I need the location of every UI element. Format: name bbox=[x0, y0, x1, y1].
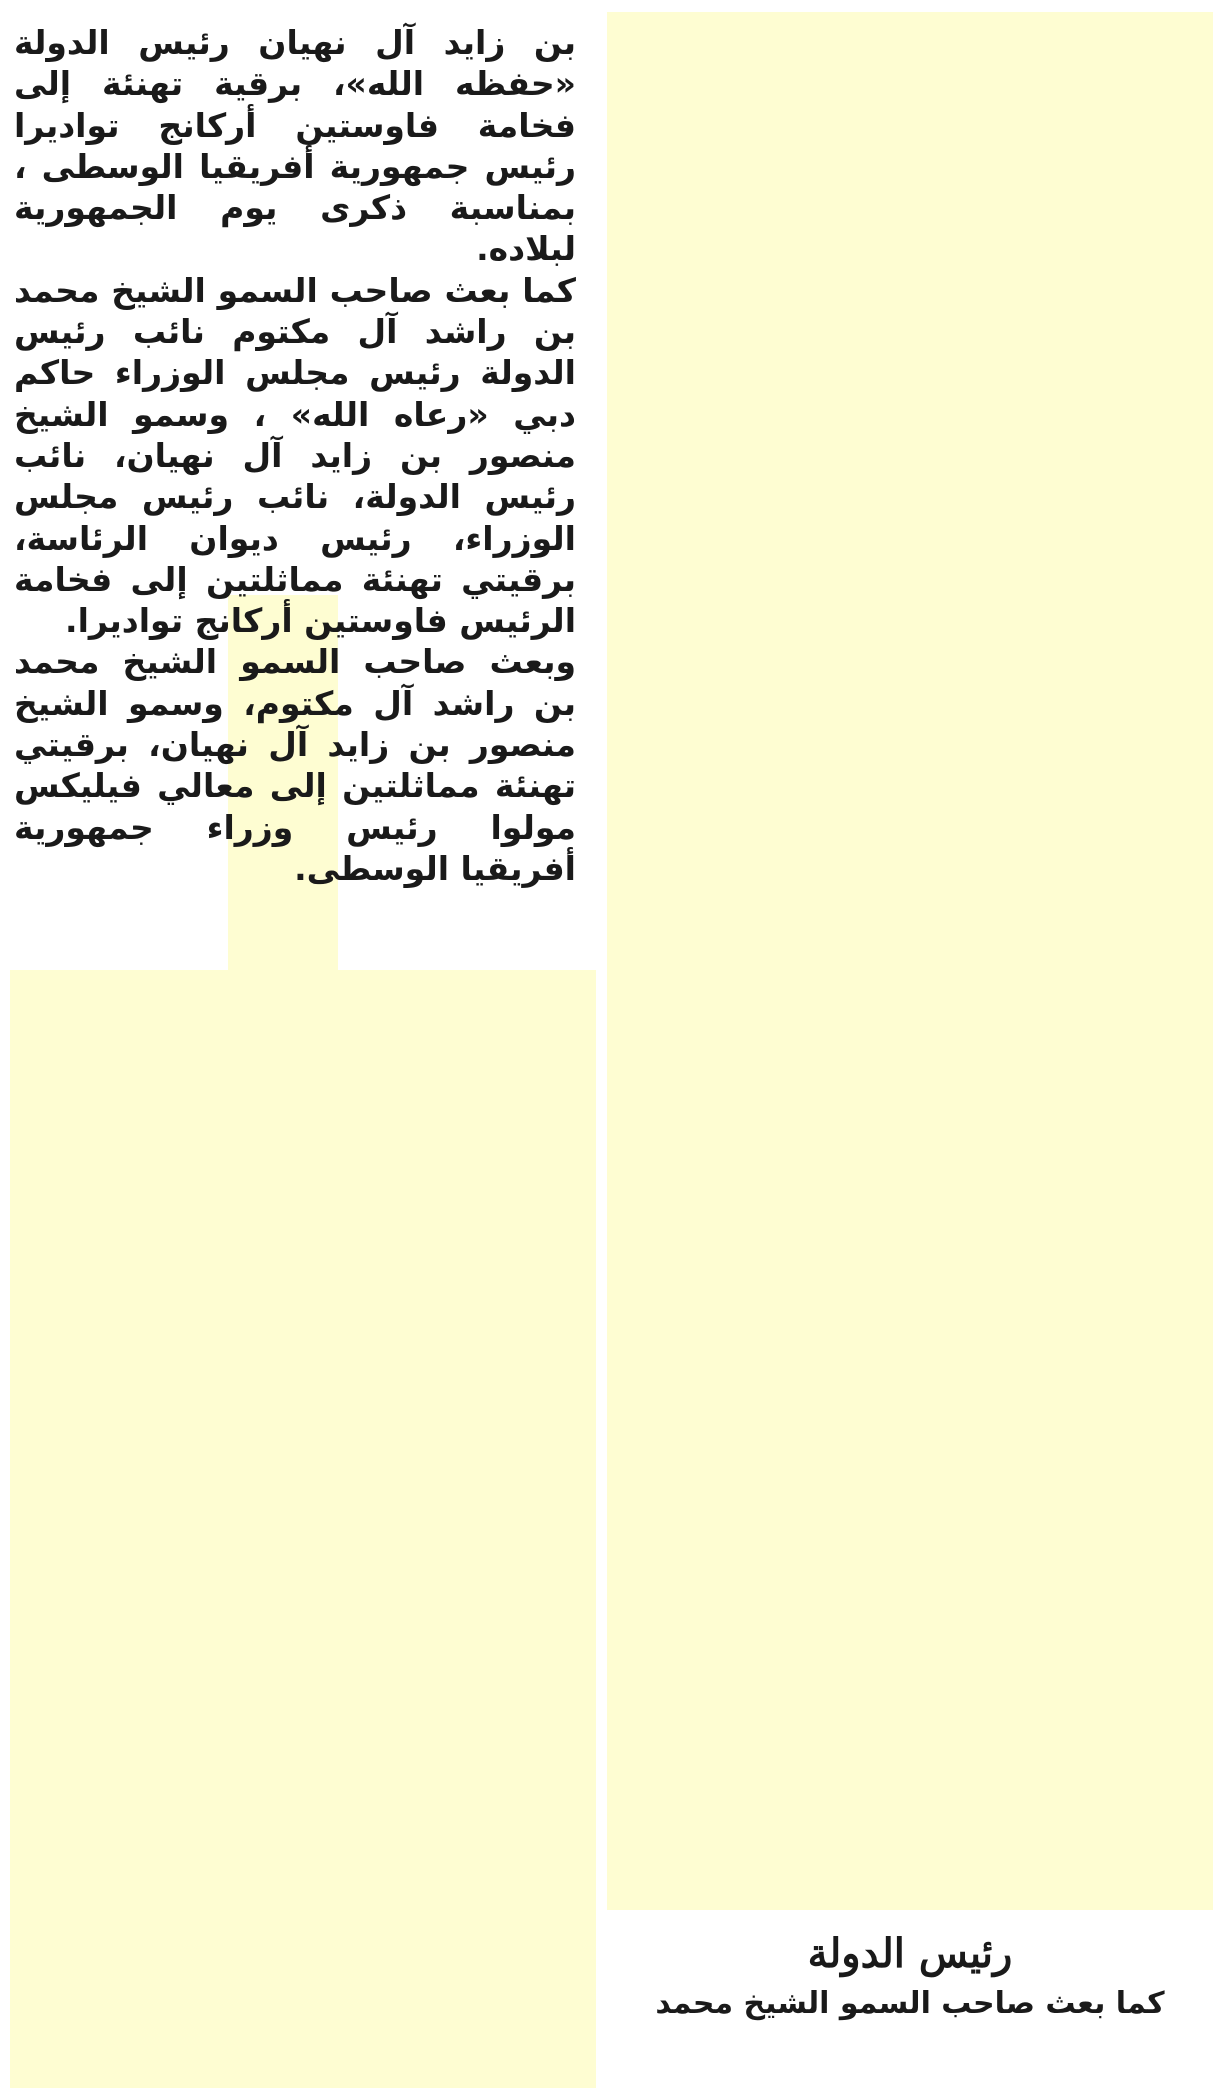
caption-body: كما بعث صاحب السمو الشيخ محمد bbox=[655, 1986, 1165, 2021]
highlight-panel-left bbox=[10, 970, 596, 2088]
highlight-panel-right bbox=[607, 12, 1213, 1910]
article-column bbox=[14, 22, 576, 889]
article-paragraph-2: كما بعث صاحب السمو الشيخ محمد بن راشد آل مكتوم نائب رئيس الدولة رئيس مجلس الوزراء حاكم دبي «رعاه الله» ، وسمو الشيخ منصور بن زايد آل نهيان، نائب رئيس الدولة، نائب رئيس مجلس الوزراء، رئيس ديوان الرئاسة، برقيتي تهنئة مماثلتين إلى فخامة الرئيس فاوستين أركانج تواديرا. bbox=[14, 270, 576, 641]
caption-title: رئيس الدولة bbox=[807, 1930, 1013, 1977]
article-paragraph-1: بن زايد آل نهيان رئيس الدولة «حفظه الله»، برقية تهنئة إلى فخامة فاوستين أركانج تواديرا رئيس جمهورية أفريقيا الوسطى ، بمناسبة ذكرى يوم الجمهورية لبلاده. bbox=[14, 23, 576, 269]
caption-box bbox=[607, 1926, 1213, 2026]
article-paragraph-3: وبعث صاحب السمو الشيخ محمد بن راشد آل مكتوم، وسمو الشيخ منصور بن زايد آل نهيان، برقيتي تهنئة مماثلتين إلى معالي فيليكس مولوا رئيس وزراء جمهورية أفريقيا الوسطى. bbox=[14, 642, 576, 888]
